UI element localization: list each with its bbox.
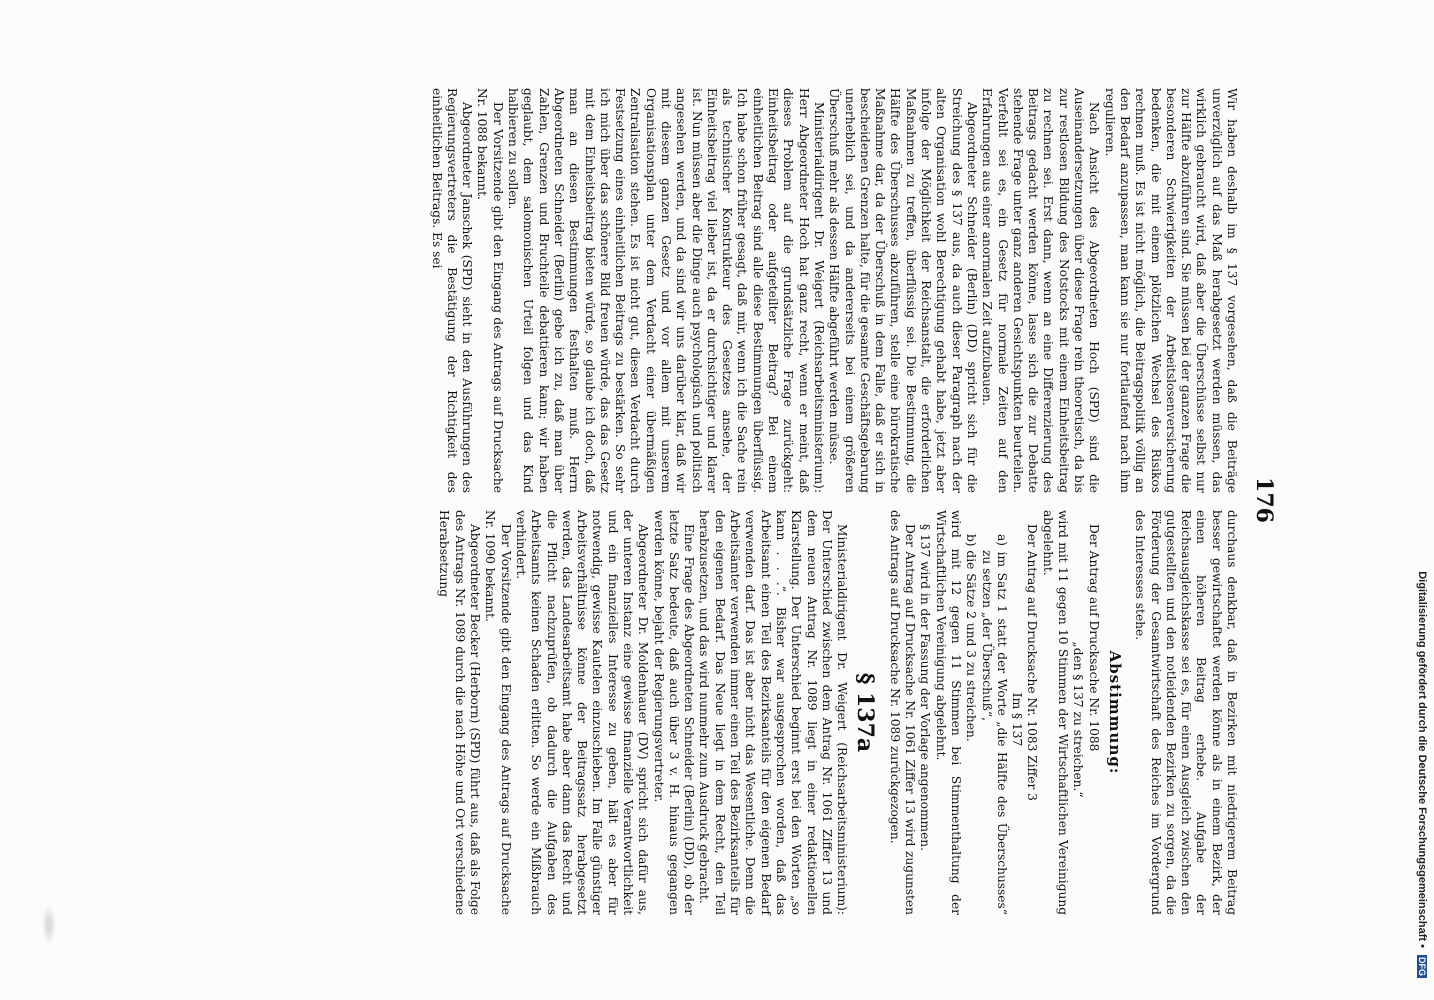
vote-motion: Der Antrag auf Drucksache Nr. 1083 Ziffer 3 [1025,524,1040,801]
vote-motion: Der Antrag auf Drucksache Nr. 1061 Ziffer 13 wird zugunsten des Antrags auf Drucksache Nr. 1089 zurückgezogen. [887,510,918,915]
paragraph: Wir haben deshalb im § 137 vorgesehen, daß die Beiträge unverzüglich auf das Maß herabgesetzt werden müssen, das wirklich gebraucht wird, daß aber die Überschüsse selbst nur zur Hälfte abzuführen sind. Sie müssen bei der ganzen Frage die besonderen Schwierigkeiten der Arbeitslosenversicherung bedenken, die mit einem plötzlichen Wechsel des Risikos rechnen muß. Es ist nicht möglich, die Beitragspolitik völlig an den Bedarf anzupassen, man kann sie nur fortlaufend nach ihm regulieren. [1102,88,1239,493]
right-column [436,510,1239,915]
vote-paragraph-ref: Im § 137 [1010,692,1025,747]
paragraph: Der Vorsitzende gibt den Eingang des Antrags auf Drucksache Nr. 1088 bekannt. [475,88,505,493]
credit-text: Digitalisierung gefördert durch die Deutsche Forschungsgemeinschaft • DFG [1416,571,1428,976]
vote-heading: Abstimmung: [1105,650,1124,775]
paragraph: Ministerialdirigent Dr. Weigert (Reichsarbeitsministerium): Herr Abgeordneter Hoch hat ganz recht, wenn er meint, daß dieses Problem auf die grundsätzliche Frage zurückgeht: Einheitsbeitrag oder aufgeteilter Beitrag? Bei einem einheitlichen Beitrag sind alle diese Bestimmungen überflüssig. Ich habe schon früher gesagt, daß mir, wenn ich die Sache rein als technischer Konstrukteur des Gesetzes ansehe, der Einheitsbeitrag viel lieber ist, da er durchsichtiger und klarer ist. Nun müssen aber die Dinge auch psychologisch und politisch angesehen werden, und da sind wir uns darüber klar, daß wir mit diesem ganzen Gesetz und vor allem mit unserem Organisationsplan unter dem Verdacht einer übermäßigen Zentralisation stehen. Es ist nicht gut, diesen Verdacht durch Festsetzung eines einheitlichen Beitrags zu bestärken. So sehr ich mich über das schönere Bild freuen würde, das das Gesetz mit dem Einheitsbeitrag bieten würde, so glaube ich doch, daß man an diesen Bestimmungen festhalten muß. Herrn Abgeordneten Schneider (Berlin) gebe ich zu, daß man über Zahlen, Grenzen und Bruchteile debattieren kann; wir haben geglaubt, dem salomonischen Urteil folgen und das Kind halbieren zu sollen. [506,88,826,493]
paragraph: durchaus denkbar, daß in Bezirken mit niedrigerem Beitrag besser gewirtschaftet werden könne als in einem Bezirk, der einen höheren Beitrag erhebe. Aufgabe der Reichsausgleichskasse sei es, für einen Ausgleich zwischen den gutgestellten und den notleidenden Bezirken zu sorgen, da die Förderung der Gesamtwirtschaft des Reiches im Vordergrund des Interesses stehe. [1133,510,1239,915]
paragraph: Nach Ansicht des Abgeordneten Hoch (SPD) sind die Auseinandersetzungen über diese Frage rein theoretisch, da bis zur restlosen Bildung des Notstocks mit einem Einheitsbeitrag zu rechnen sei. Erst dann, wenn an eine Differenzierung des Beitrags gedacht werden könne, lasse sich die zur Debatte stehende Frage unter ganz anderen Gesichtspunkten beurteilen. Verfehlt sei es, ein Gesetz für normale Zeiten auf den Erfahrungen aus einer anormalen Zeit aufzubauen. [980,88,1102,493]
paragraph: Abgeordneter Becker (Herborn) (SPD) führt aus, daß als Folge des Antrags Nr. 1089 durch die nach Höhe und Ort verschiedene Herabsetzung [437,510,483,915]
left-column [428,88,1239,493]
vote-item-b: b) die Sätze 2 und 3 zu streichen. [964,534,979,742]
rotated-document-page [47,70,1287,930]
paragraph: Abgeordneter Dr. Moldenhauer (DV) spricht sich dafür aus, der unteren Instanz eine gewisse finanzielle Verantwortlichkeit und ein finanzielles Interesse zu geben, hält es aber für notwendig, gewisse Kautelen einzuschieben. Im Falle günstiger Arbeitsverhältnisse könne der Beitragssatz herabgesetzt werden, das Landesarbeitsamt habe aber dann das Recht und die Pflicht nachzuprüfen, ob dadurch die Aufgaben des Arbeitsamts keinen Schaden erlitten. So werde ein Mißbrauch verhindert. [513,510,651,915]
paragraph: Abgeordneter Schneider (Berlin) (DD) spricht sich für die Streichung des § 137 aus, da auch dieser Paragraph nach der alten Organisation wohl Berechtigung gehabt habe, jetzt aber infolge der Möglichkeit der Reichsanstalt, die erforderlichen Maßnahmen zu treffen, überflüssig sei. Die Bestimmung, die Hälfte des Überschusses abzuführen, stelle eine bürokratische Maßnahme dar, da der Überschuß in dem Falle, daß er sich in bescheidenen Grenzen halte, für die gesamte Geschäftsgebarung unerheblich sei, und da andererseits bei einem größeren Überschuß mehr als dessen Hälfte abgeführt werden müsse. [827,88,979,493]
paragraph: Der Vorsitzende gibt den Eingang des Antrags auf Drucksache Nr. 1090 bekannt. [483,510,513,915]
vote-motion: § 137 wird in der Fassung der Vorlage angenommen. [918,524,933,852]
section-heading: § 137a [852,672,879,753]
paragraph: Abgeordneter Janschek (SPD) sieht in den Ausführungen des Regierungsvertreters die Bestätigung der Richtigkeit des einheitlichen Beitrags. Es sei [429,88,475,493]
paragraph: Ministerialdirigent Dr. Weigert (Reichsarbeitsministerium): Der Unterschied zwischen dem Antrag Nr. 1061 Ziffer 13 und dem neuen Antrag Nr. 1089 liegt in einer redaktionellen Klarstellung. Der Unterschied beginnt erst bei den Worten „so kann . . .“. Bisher war ausgesprochen worden, daß das Arbeitsamt einen Teil des Bezirksanteils für den eigenen Bedarf verwenden darf. Das ist aber nicht das Wesentliche. Denn die Arbeitsämter verwenden immer einen Teil des Bezirksanteils für den eigenen Bedarf. Das Neue liegt in dem Recht, den Teil herabzusetzen, und das wird nunmehr zum Ausdruck gebracht. [697,510,850,915]
credit-label: Digitalisierung gefördert durch die Deutsche Forschungsgemeinschaft [1416,571,1428,942]
vote-quote: „den § 137 zu streichen.“ [1071,641,1086,798]
dfg-logo: DFG [1417,957,1427,976]
vote-result: wird mit 11 gegen 10 Stimmen der Wirtschaftlichen Vereinigung abgelehnt. [1040,510,1071,915]
page-number: 176 [1251,477,1277,523]
paragraph: Eine Frage des Abgeordneten Schneider (Berlin) (DD), ob der letzte Satz bedeute, daß auch über 3 v. H. hinaus gegangen werden könne, bejaht der Regierungsvertreter. [651,510,697,915]
vote-result: wird mit 12 gegen 11 Stimmen bei Stimmenthaltung der Wirtschaftlichen Vereinigung abgelehnt. [933,510,963,915]
vote-item-a: a) im Satz 1 statt der Worte „die Hälfte des Überschusses“ zu setzen „der Überschuß“, [979,534,1009,915]
digitization-credit [1412,18,1428,978]
vote-motion: Der Antrag auf Drucksache Nr. 1088 [1086,524,1101,752]
